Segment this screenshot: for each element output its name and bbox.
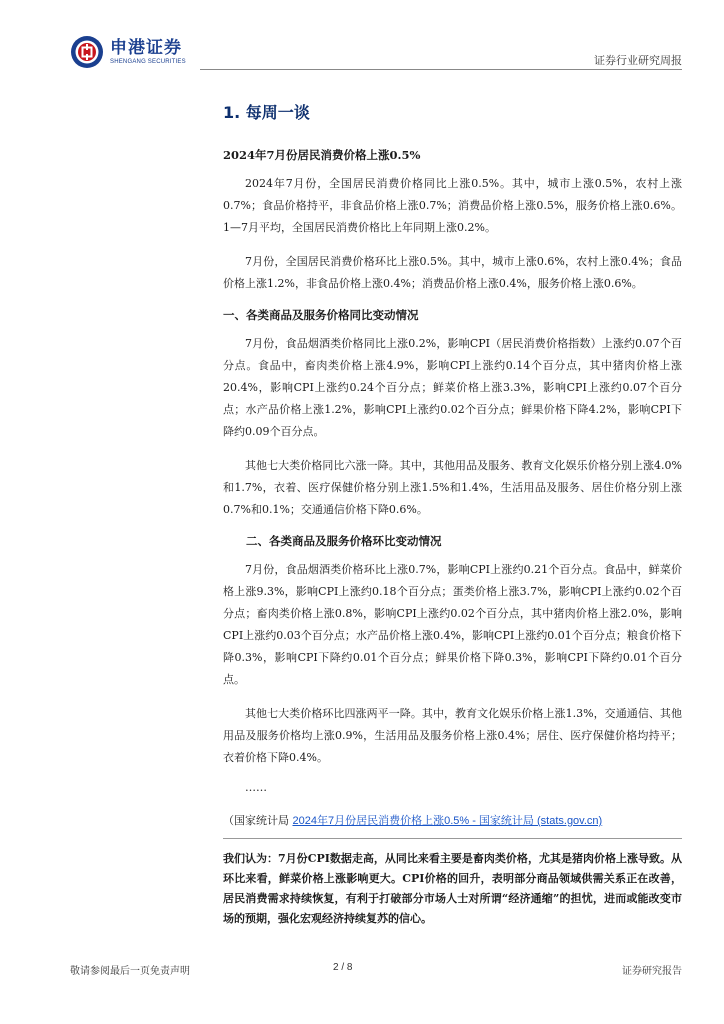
intro-paragraph-mom: 7月份，全国居民消费价格环比上涨0.5%。其中，城市上涨0.6%，农村上涨0.4%；食品价格上涨1.2%，非食品价格上涨0.4%；消费品价格上涨0.4%，服务价格上涨0.6%。 [223, 255, 682, 290]
disclaimer-note: 敬请参阅最后一页免责声明 [70, 966, 190, 977]
logo-chinese-name: 申港证券 [110, 37, 182, 58]
analyst-opinion: 我们认为：7月份CPI数据走高，从同比来看主要是畜肉类价格，尤其是猪肉价格上涨导致。从环比来看，鲜菜价格上涨影响更大。CPI价格的回升，表明部分商品领域供需关系正在改善，居民消费需求持续恢复，有利于打破部分市场人士对所谓“经济通缩”的担忧，进而或能改变市场的预期，强化宏观经济持续复苏的信心。 [223, 852, 682, 925]
mom-other-paragraph: 其他七大类价格环比四涨两平一降。其中，教育文化娱乐价格上涨1.3%，交通通信、其他用品及服务价格均上涨0.9%，生活用品及服务价格上涨0.4%；居住、医疗保健价格均持平；衣着价格下降0.4%。 [223, 707, 682, 764]
yoy-other-paragraph: 其他七大类价格同比六涨一降。其中，其他用品及服务、教育文化娱乐价格分别上涨4.0%和1.7%，衣着、医疗保健价格分别上涨1.5%和1.4%，生活用品及服务、居住价格分别上涨0.7%和0.1%；交通通信价格下降0.6%。 [223, 459, 682, 516]
page-number: 2 / 8 [333, 962, 353, 973]
section-title: 1. 每周一谈 [223, 103, 310, 122]
ellipsis: …… [245, 781, 267, 794]
mom-food-paragraph: 7月份，食品烟酒类价格环比上涨0.7%，影响CPI上涨约0.21个百分点。食品中，鲜菜价格上涨9.3%，影响CPI上涨约0.18个百分点；蛋类价格上涨3.7%，影响CPI上涨约0.02个百分点；畜肉类价格上涨0.8%，影响CPI上涨约0.02个百分点，其中猪肉价格上涨2.0%，影响CPI上涨约0.03个百分点；水产品价格上涨0.4%，影响CPI上涨约0.01个百分点；粮食价格下降0.3%，影响CPI下降约0.01个百分点；鲜果价格下降0.3%，影响CPI下降约0.01个百分点。 [223, 563, 682, 686]
source-prefix: （国家统计局 [223, 814, 289, 827]
source-link[interactable]: 2024年7月份居民消费价格上涨0.5% - 国家统计局 (stats.gov.cn) [292, 815, 603, 827]
source-citation [223, 812, 682, 828]
news-title: 2024年7月份居民消费价格上涨0.5% [223, 148, 421, 162]
shengang-logo-icon [70, 35, 104, 69]
logo-english-name: SHENGANG SECURITIES [110, 58, 186, 65]
mom-heading: 二、各类商品及服务价格环比变动情况 [246, 534, 442, 548]
page-header [70, 32, 682, 72]
source-divider [223, 838, 682, 839]
intro-paragraph-yoy: 2024年7月份，全国居民消费价格同比上涨0.5%。其中，城市上涨0.5%，农村上涨0.7%；食品价格持平，非食品价格上涨0.7%；消费品价格上涨0.5%，服务价格上涨0.6%。1—7月平均，全国居民消费价格比上年同期上涨0.2%。 [223, 177, 682, 234]
report-type-label: 证券研究报告 [622, 966, 682, 977]
main-content [223, 100, 682, 929]
document-type-label: 证券行业研究周报 [594, 54, 682, 67]
yoy-food-paragraph: 7月份，食品烟酒类价格同比上涨0.2%，影响CPI（居民消费价格指数）上涨约0.07个百分点。食品中，畜肉类价格上涨4.9%，影响CPI上涨约0.14个百分点，其中猪肉价格上涨20.4%，影响CPI上涨约0.24个百分点；鲜菜价格上涨3.3%，影响CPI上涨约0.07个百分点；水产品价格上涨1.2%，影响CPI上涨约0.02个百分点；鲜果价格下降4.2%，影响CPI下降约0.09个百分点。 [223, 337, 682, 438]
yoy-heading: 一、各类商品及服务价格同比变动情况 [223, 308, 419, 322]
header-divider [200, 69, 682, 70]
company-logo [70, 32, 186, 72]
